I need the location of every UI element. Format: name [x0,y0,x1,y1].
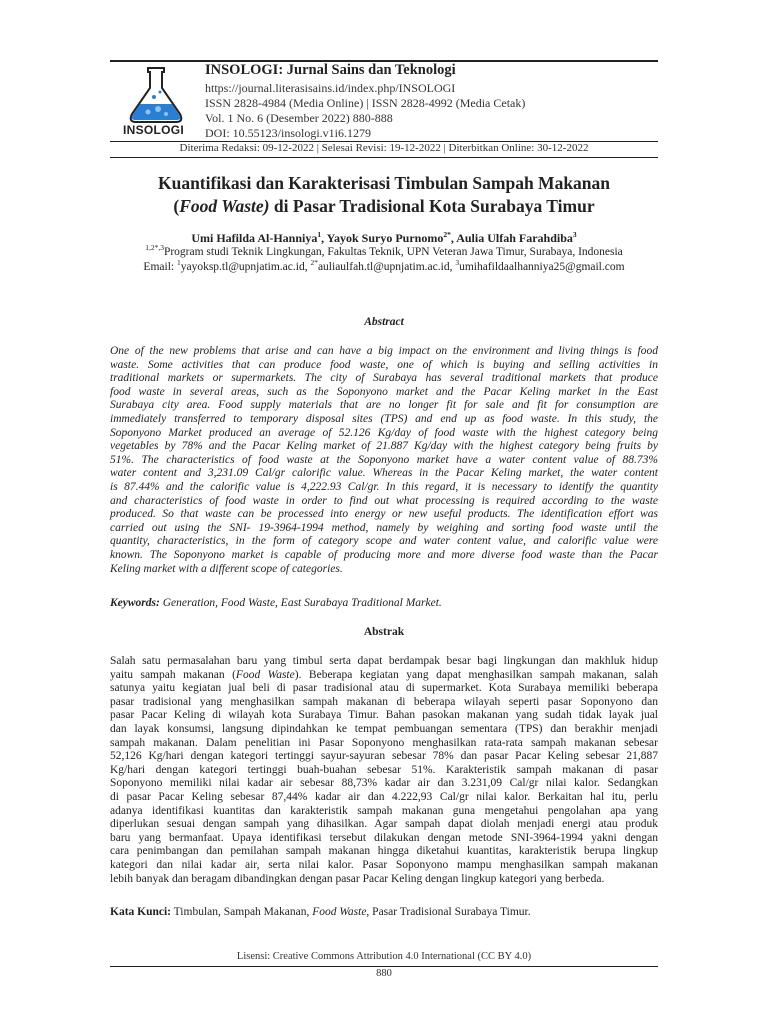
paragraph-line: waste. Some activities that can produce food waste, one of which is buying and selling activities in [110,358,658,371]
author-list: Umi Hafilda Al-Hanniya$^1$, Yayok Suryo Purnomo$^{2*}$, Aulia Ulfah Farahdiba$^3$ [191,230,577,245]
author-2: Yayok Suryo Purnomo [326,231,444,245]
author-affiliation: $^{1,2*,3}$Program studi Teknik Lingkungan, Fakultas Teknik, UPN Veteran Jawa Timur, Surabaya, Indonesia [145,243,623,258]
page-number: 880 [376,968,392,979]
paragraph-line: dan layak konsumsi, langsung dipindahkan ke tempat pembuangan sementara (TPS) dan berakhir menjadi [110,722,658,735]
paragraph-line: satunya yaitu kegiatan jual beli di pasar tradisional atau di supermarket. Kota Surabaya memiliki beberapa [110,682,658,695]
paragraph-line: carried out using the SNI- 19-3964-1994 method, namely by weighing and sorting food waste until the [110,521,658,534]
publication-dates: Diterima Redaksi: 09-12-2022 | Selesai Revisi: 19-12-2022 | Diterbitkan Online: 30-12-2022 [179,142,589,154]
journal-name: INSOLOGI: Jurnal Sains dan Teknologi [205,62,456,78]
paragraph-line: produced. So that waste can be processed into energy or new useful products. The identification effort was [110,508,658,521]
journal-issn: ISSN 2828-4984 (Media Online) | ISSN 2828-4992 (Media Cetak) [205,96,526,110]
email-link-1[interactable]: yayoksp.tl@upnjatim.ac.id, [180,261,311,273]
paragraph-line: quantity, characteristics, in the form of category scope and water content value, and calorific value were [110,535,658,548]
license-note: Lisensi: Creative Commons Attribution 4.0 International (CC BY 4.0) [236,951,532,962]
abstrak-heading: Abstrak [363,626,405,638]
paragraph-line: kategori dan nilai kadar air, serta nilai kalor. Pasar Soponyono mampu menghasilkan sampah makanan [110,858,658,871]
paragraph-line: Soponyono memiliki nilai kadar air sebesar 88,73% kadar air dan 3.231,09 Cal/gr nilai kalor. Sedangkan [110,777,658,790]
title-line-1: Kuantifikasi dan Karakterisasi Timbulan Sampah Makanan [157,173,611,193]
logo-label: INSOLOGI [123,123,185,137]
paragraph-line: Salah satu permasalahan baru yang timbul serta dapat berdampak besar bagi lingkungan dan makhluk hidup [110,655,658,667]
paragraph-line: 51%. The characteristics of food waste at the Soponyono market have a water content value of 88.73% [110,453,658,466]
paragraph-line: is 87.44% and the calorific value is 4,222.93 Cal/gr. In this regard, it is necessary to identify the quantity [110,480,658,493]
abstract-body [110,345,658,576]
kata-kunci-line: Kata Kunci: Timbulan, Sampah Makanan, Food Waste, Pasar Tradisional Surabaya Timur. [110,906,531,918]
paragraph-line: water content and 3,231.09 Cal/gr calorific value. Whereas in the Pacar Keling market, the water content [110,467,658,480]
abstrak-body [110,655,658,886]
paragraph-line: diperlukan sesuai dengan sampah yang dihasilkan. Agar sampah dapat diolah menjadi energi atau produk [110,818,658,831]
header-bottom-rule [110,157,658,158]
paragraph-line: yaitu sampah makanan (Food Waste). Beberapa kegiatan yang dapat menghasilkan sampah makanan, salah [110,668,658,681]
paragraph-line: adanya identifikasi kuantitas dan karakteristik sampah makanan guna mengetahui pengolahan apa yang [110,804,658,817]
author-1: Umi Hafilda Al-Hanniya [191,231,318,245]
paragraph-line: food waste in several areas, such as the Soponyono market and the Pacar Keling market in the East [110,385,658,398]
title-line-2: (Food Waste) di Pasar Tradisional Kota Surabaya Timur [173,196,595,216]
paragraph-line: di pasar Pacar Keling sebesar 87,44% kadar air dan 4.222,93 Cal/gr nilai kalor. Berkaitan hal itu, perlu [110,790,658,803]
paragraph-line: vegetables by 78% and the Pacar Keling market of 21.887 Kg/day with the highest category being fruits by [110,440,658,453]
paragraph-line: sampah makanan. Dalam penelitian ini Pasar Soponyono menghasilkan rata-rata sampah makanan sebesar [110,736,658,749]
paragraph-line: and characteristics of food waste in order to find out what processing is required according to the waste [110,494,658,507]
paragraph-line: Keling market with a different scope of categories. [110,562,343,575]
author-emails: Email: $^1$yayoksp.tl@upnjatim.ac.id, $^{2*}$auliaulfah.tl@upnjatim.ac.id, $^3$umihafildaalhanniya25@gmail.com [143,258,625,273]
email-link-2[interactable]: auliaulfah.tl@upnjatim.ac.id, [317,261,456,273]
paragraph-line: lebih banyak dan beragam dibandingkan dengan pasar Pacar Keling dengan lingkup kategori yang berbeda. [110,872,605,885]
paragraph-line: immediately transferred to temporary disposal sites (TPS) and end up as food waste. In this study, the [110,412,658,425]
paragraph-line: cara penimbangan dan pemilahan sampah makanan hingga diketahui kuantitas, karakteristik berupa lingkup [110,845,658,858]
journal-volume: Vol. 1 No. 6 (Desember 2022) 880-888 [205,111,393,125]
paragraph-line: pasar tradisional yang menghasilkan sampah makanan di beberapa wilayah seperti pasar Soponyono dan [110,695,658,708]
journal-url[interactable]: https://journal.literasisains.id/index.php/INSOLOGI [205,81,456,95]
footer-rule [110,966,658,967]
keywords-line: Keywords: Generation, Food Waste, East Surabaya Traditional Market. [110,597,442,609]
author-3: Aulia Ulfah Farahdiba [456,231,573,245]
paragraph-line: One of the new problems that arise and can have a big impact on the environment and living things is food [110,345,658,357]
paragraph-line: traditional markets or supermarkets. The city of Surabaya has several traditional markets that produce [110,372,658,385]
paragraph-line: Surabaya city area. Food supply materials that are no longer fit for sale and fit for consumption are [110,399,658,412]
abstract-heading: Abstract [364,316,404,328]
paragraph-line: pasar Pacar Keling di wilayah kota Surabaya Timur. Bahan pasokan makanan yang sudah tidak layak jual [110,709,658,722]
paragraph-line: known. The Soponyono market is capable of producing more and more diverse food waste than the Pacar [110,548,658,561]
paragraph-line: 52,126 Kg/hari dengan kategori tertinggi sayur-sayuran sebesar 78% dan pasar Pacar Keling sebesar 21,887 [110,750,658,763]
paragraph-line: baru yang bermanfaat. Upaya identifikasi tersebut dilakukan dengan metode SNI-3964-1994 yakni dengan [110,831,658,844]
title-italic-term: Food Waste) [179,196,270,216]
article-title [100,172,668,218]
paragraph-line: Kg/hari dengan kategori tertinggi buah-buahan sebesar 51%. Karakteristik sampah makanan di pasar [110,763,658,776]
email-link-3[interactable]: umihafildaalhanniya25@gmail.com [459,261,625,273]
paragraph-line: Soponyono Market produced an average of 52.126 Kg/day of food waste with the highest category being [110,426,658,439]
journal-doi[interactable]: DOI: 10.55123/insologi.v1i6.1279 [205,126,372,140]
